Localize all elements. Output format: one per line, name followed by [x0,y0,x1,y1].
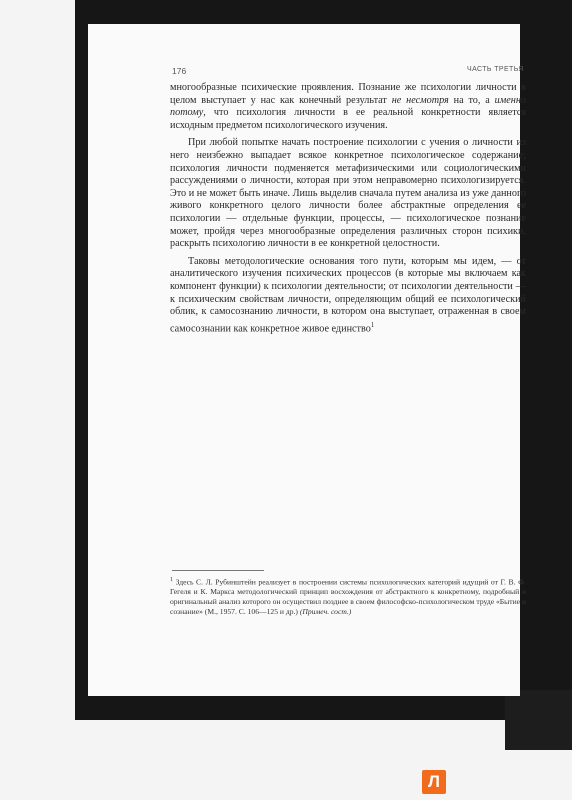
paragraph-1-part-a: многообразные психические проявления. Познание же психологии личности в целом выступает у нас как конечный результат [170,82,526,106]
paragraph-3-text: Таковы методологические основания того пути, которым мы идем, — от аналитического изучения психических процессов (в которые мы включаем как компонент функции) к психологии деятельности; от психологии деятельности — к психическим свойствам личности, определяющим общий ее психологический облик, к самосознанию личности, в котором она выступает, отраженная в своем самосознании как конкретное живое единство [170,255,526,335]
paragraph-1-part-b: на то, а [448,94,495,106]
paragraph-2-text: При любой попытке начать построение психологии с учения о личности из него неизбежно выпадает всякое конкретное психологическое содержание; психология личности подменяется метафизическими или социологическими рассуждениями о личности, которая при этом неправомерно психологизируется. Это и не может быть иначе. Лишь выделив сначала путем анализа из уже данного живого конкретного целого личности более абстрактные определения ее психологии — отдельные функции, процессы, — психологическое познание может, пройдя через многообразные определения различных сторон психики, раскрыть психологию личности в ее конкретной целостности. [170,137,526,250]
scanner-shadow-bottom [505,690,572,750]
footnote-divider [172,570,264,571]
page-number: 176 [172,66,187,76]
footnote-marker: 1 [170,577,173,583]
labirint-logo-icon [422,770,446,794]
running-head: ЧАСТЬ ТРЕТЬЯ [467,66,524,73]
paragraph-1 [170,82,526,132]
paragraph-2 [170,137,526,250]
paragraph-1-part-c: , что психология личности в ее реальной конкретности является исходным предметом психологического изучения. [170,107,526,131]
emphasis-ne-nesmotrya: не несмотря [391,94,449,106]
emphasis-imenno-potomu: именно потому [170,94,526,119]
logo-letter: Л [428,772,440,791]
body-text [170,82,526,341]
footnote-text: Здесь С. Л. Рубинштейн реализует в построении системы психологических категорий идущий от Г. В. Ф. Гегеля и К. Маркса методологический принцип восхождения от абстрактного к конкретному, подробный и оригинальный анализ которого он осуществил позднее в своем философско-психологическом труде «Бытие и сознание» (М., 1957. С. 106—125 и др.) [170,577,526,616]
paragraph-3 [170,256,526,336]
footnote-editor-note: (Примеч. сост.) [299,606,352,616]
footnote-reference[interactable]: 1 [370,320,375,329]
footnote [170,576,526,617]
